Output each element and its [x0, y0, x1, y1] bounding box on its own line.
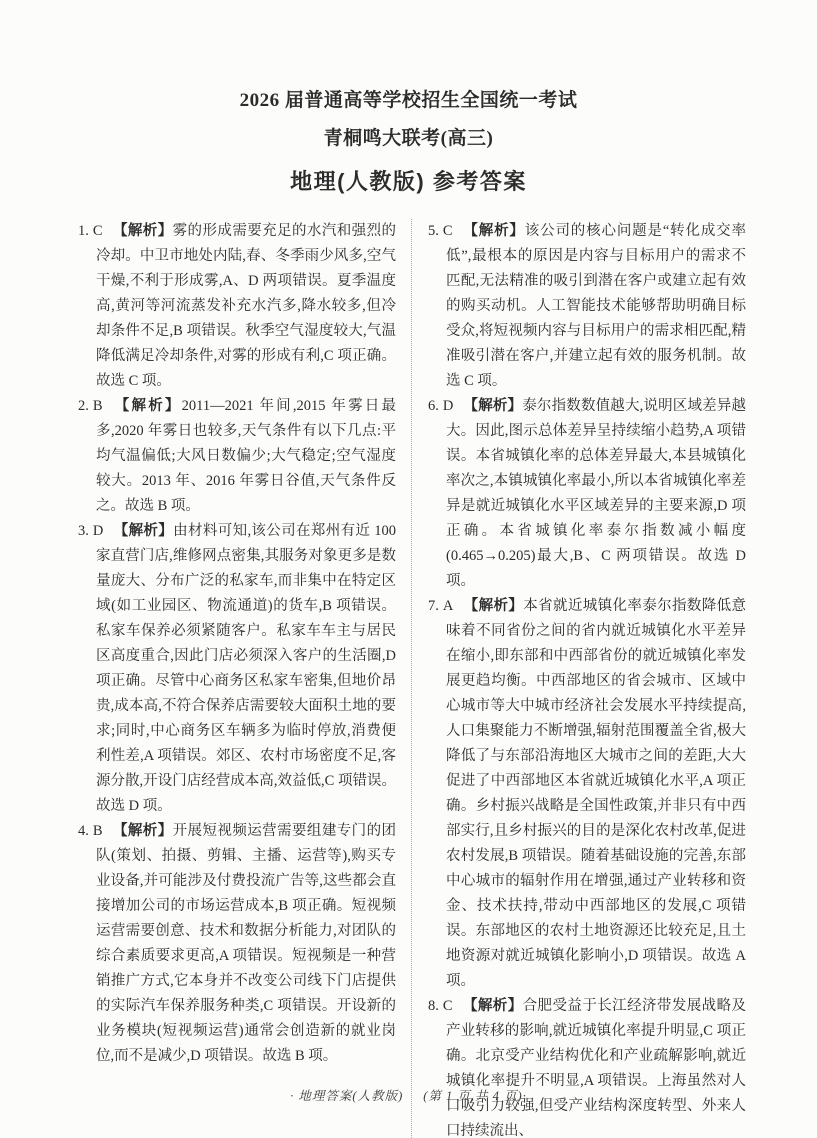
answer-item-5: [428, 219, 746, 394]
answer-item-3: [78, 519, 396, 819]
answer-item-8: [428, 994, 746, 1138]
exam-subtitle: 青桐鸣大联考(高三): [323, 128, 494, 149]
footer-page-number: (第 1 页,共 4 页)·: [423, 1089, 527, 1103]
analysis-label: 【解析】: [462, 998, 523, 1014]
analysis-text: 由材料可知,该公司在郑州有近 100 家直营门店,维修网点密集,其服务对象更多是数量庞大、分布广泛的私家车,而非集中在特定区域(如工业园区、物流通道)的货车,B 项错误。私家车保养必须紧随客户。私家车车主与居民区高度重合,因此门店必须深入客户的生活圈,D 项正确。尽管中心商务区私家车密集,但地价昂贵,成本高,不符合保养店需要较大面积土地的要求;同时,中心商务区车辆多为临时停放,消费便利性差,A 项错误。郊区、农村市场密度不足,客源分散,开设门店经营成本高,效益低,C 项错误。故选 D 项。: [96, 523, 397, 814]
answer-choice: A: [442, 598, 454, 614]
analysis-label: 【解析】: [112, 398, 182, 414]
question-number: 5.: [428, 223, 439, 239]
analysis-text: 泰尔指数数值越大,说明区域差异越大。因此,图示总体差异呈持续缩小趋势,A 项错误。本省城镇化率的总体差异最大,本县城镇化率次之,本镇城镇化率最小,所以本省城镇化率差异是就近城镇化水平区域差异的主要来源,D 项正确。本省城镇化率泰尔指数减小幅度(0.465→0.205)最大,B、C 两项错误。故选 D 项。: [446, 398, 747, 589]
question-number: 1.: [78, 223, 89, 239]
answer-choice: C: [442, 998, 453, 1014]
analysis-label: 【解析】: [112, 823, 173, 839]
page-footer: [0, 1086, 817, 1104]
answer-choice: B: [92, 398, 103, 414]
analysis-label: 【解析】: [113, 523, 174, 539]
answer-choice: D: [442, 398, 454, 414]
question-number: 8.: [428, 998, 439, 1014]
doc-header: [0, 0, 817, 196]
analysis-label: 【解析】: [462, 223, 525, 239]
analysis-label: 【解析】: [112, 223, 173, 239]
answer-columns: [0, 219, 817, 1138]
analysis-text: 开展短视频运营需要组建专门的团队(策划、拍摄、剪辑、主播、运营等),购买专业设备,并可能涉及付费投流广告等,这些都会直接增加公司的市场运营成本,B 项正确。短视频运营需要创意、技术和数据分析能力,对团队的综合素质要求更高,A 项错误。短视频是一种营销推广方式,它本身并不改变公司线下门店提供的实际汽车保养服务种类,C 项错误。开设新的业务模块(短视频运营)通常会创造新的就业岗位,而不是减少,D 项错误。故选 B 项。: [96, 823, 396, 1064]
answer-key-title: 地理(人教版) 参考答案: [290, 169, 527, 194]
analysis-text: 本省就近城镇化率泰尔指数降低意味着不同省份之间的省内就近城镇化水平差异在缩小,即东部和中西部省份的就近城镇化率发展更趋均衡。中西部地区的省会城市、区域中心城市等大中城市经济社会发展水平持续提高,人口集聚能力不断增强,辐射范围覆盖全省,极大降低了与东部沿海地区大城市之间的差距,大大促进了中西部地区本省就近城镇化水平,A 项正确。乡村振兴战略是全国性政策,并非只有中西部实行,且乡村振兴的目的是深化农村改革,促进农村发展,B 项错误。随着基础设施的完善,东部中心城市的辐射作用在增强,通过产业转移和资金、技术扶持,带动中西部地区的发展,C 项错误。东部地区的农村土地资源还比较充足,且土地资源对就近城镇化影响小,D 项错误。故选 A 项。: [446, 598, 747, 989]
answer-choice: C: [442, 223, 453, 239]
answer-item-7: [428, 594, 746, 994]
answer-choice: D: [92, 523, 104, 539]
exam-title: 2026 届普通高等学校招生全国统一考试: [239, 90, 578, 111]
analysis-text: 该公司的核心问题是“转化成交率低”,最根本的原因是内容与目标用户的需求不匹配,无法精准的吸引到潜在客户或建立起有效的购买动机。人工智能技术能够帮助明确目标受众,将短视频内容与目标用户的需求相匹配,精准吸引潜在客户,并建立起有效的服务机制。故选 C 项。: [446, 223, 747, 389]
question-number: 3.: [78, 523, 89, 539]
answer-item-4: [78, 819, 396, 1069]
analysis-text: 2011—2021 年间,2015 年雾日最多,2020 年雾日也较多,天气条件有以下几点:平均气温偏低;大风日数偏少;大气稳定;空气湿度较大。2013 年、2016 年雾日谷值,天气条件反之。故选 B 项。: [96, 398, 396, 514]
analysis-label: 【解析】: [463, 398, 523, 414]
question-number: 6.: [428, 398, 439, 414]
analysis-text: 合肥受益于长江经济带发展战略及产业转移的影响,就近城镇化率提升明显,C 项正确。北京受产业结构优化和产业疏解影响,就近城镇化率提升不明显,A 项错误。上海虽然对人口吸引力较强,但受产业结构深度转型、外来人口持续流出、: [446, 998, 746, 1138]
right-column: [428, 219, 746, 1138]
footer-doc-label: · 地理答案(人教版): [290, 1089, 404, 1103]
question-number: 2.: [78, 398, 89, 414]
answer-choice: B: [92, 823, 103, 839]
answer-item-2: [78, 394, 396, 519]
left-column: [78, 219, 396, 1138]
question-number: 4.: [78, 823, 89, 839]
answer-choice: C: [92, 223, 103, 239]
column-divider: [411, 219, 412, 1138]
analysis-text: 雾的形成需要充足的水汽和强烈的冷却。中卫市地处内陆,春、冬季雨少风多,空气干燥,不利于形成雾,A、D 两项错误。夏季温度高,黄河等河流蒸发补充水汽多,降水较多,但冷却条件不足,B 项错误。秋季空气湿度较大,气温降低满足冷却条件,对雾的形成有利,C 项正确。故选 C 项。: [96, 223, 396, 389]
analysis-label: 【解析】: [463, 598, 524, 614]
answer-item-1: [78, 219, 396, 394]
question-number: 7.: [428, 598, 439, 614]
answer-item-6: [428, 394, 746, 594]
